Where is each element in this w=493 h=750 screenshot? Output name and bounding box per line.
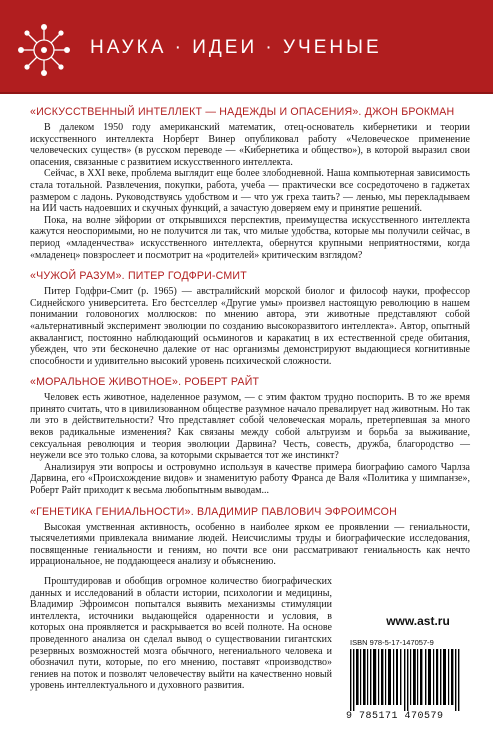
publisher-info [338,614,478,722]
paragraph: Высокая умственная активность, особенно в наиболее ярком ее проявлении — гениальности, тысячелетиями привлекала внимание людей. Неисчислимы труды и биографические исследования, посвященные гениальности и гениям, но почти все они рассматривают гениальность как нечто иррациональное, не поддающееся анализу и объяснению. [30,521,470,568]
atom-network-logo-icon [16,22,72,78]
barcode-digits: 9 785171 470579 [346,711,444,722]
back-cover-text [30,106,470,692]
section-title: «ИСКУССТВЕННЫЙ ИНТЕЛЛЕКТ — НАДЕЖДЫ И ОПАСЕНИЯ». ДЖОН БРОКМАН [30,106,455,118]
paragraph: Анализируя эти вопросы и островумно используя в качестве примера биографию самого Чарлза Дарвина, его «Происхождение видов» и знаменитую работу Франса де Валя «Политика у шимпанзе», Роберт Райт приходит к весьма любопытным выводам... [30,461,470,497]
paragraph: Сейчас, в XXI веке, проблема выглядит еще более злободневной. Наша компьютерная зависимость стала тотальной. Развлечения, покупки, работа, учеба — практически все сосредоточено в гаджетах размером с ладонь. Руководствуясь удобством и — что уж греха таить? — ленью, мы перекладываем на ИИ часть надоевших и скучных функций, а зачастую доверяем ему и принятие решений. [30,168,470,215]
isbn-label: ISBN 978-5-17-147057-9 [350,638,434,647]
section-title: «МОРАЛЬНОЕ ЖИВОТНОЕ». РОБЕРТ РАЙТ [30,376,260,389]
series-title: НАУКА · ИДЕИ · УЧЕНЫЕ [90,37,382,58]
publisher-website: www.ast.ru [386,614,450,628]
paragraph: Питер Годфри-Смит (р. 1965) — австралийский морской биолог и философ науки, профессор Сиднейского университета. Его бестселлер «Другие умы» произвел настоящую революцию в нашем понимании головоногих моллюсков: по мнению автора, эти животные представляют собой «альтернативный эксперимент эволюции по созданию высокоразвитого интеллекта». Автор, опытный аквалангист, постоянно наблюдающий осьминогов и каракатиц в их естественной среде обитания, убежден, что эти бесконечно далекие от нас организмы демонстрируют выдающиеся когнитивные способности и удивительно высокий уровень психической сложности. [30,286,470,367]
paragraph: Пока, на волне эйфории от открывшихся перспектив, преимущества искусственного интеллекта кажутся неоспоримыми, но не получится ли так, что милые удобства, которые мы получили сейчас, в период «младенчества» искусственного интеллекта, обернутся крупными неприятностями, когда «младенец» повзрослеет и посмотрит на «родителей» критическим взглядом? [30,214,470,261]
series-banner [0,0,493,98]
banner-divider [0,92,493,94]
section-brockman [30,106,470,261]
paragraph: В далеком 1950 году американский математик, отец-основатель кибернетики и теории искусственного интеллекта Норберт Винер опубликовал работу «Человеческое применение человеческих существ» (в русском переводе — «Кибернетика и общество»), в которой выразил свои опасения, связанные с развитием искусственного интеллекта. [30,122,470,168]
section-title: «ГЕНЕТИКА ГЕНИАЛЬНОСТИ». ВЛАДИМИР ПАВЛОВИЧ ЭФРОИМСОН [30,505,397,518]
section-wright [30,376,470,496]
paragraph: Человек есть животное, наделенное разумом, — с этим фактом трудно поспорить. В то же время принято считать, что в цивилизованном обществе разумное начало превалирует над животным. Но так ли это в действительности? Что представляет собой человеческая мораль, претерпевшая за много веков радикальные изменения? Как связаны между собой альтруизм и борьба за выживание, сексуальная революция и теория эволюции Дарвина? Честь, совесть, дружба, благородство — неужели все это только слова, за которыми скрывается тот же инстинкт? [30,392,470,462]
section-title: «ЧУЖОЙ РАЗУМ». ПИТЕР ГОДФРИ-СМИТ [30,270,247,283]
barcode-icon [348,649,466,711]
paragraph: Проштудировав и обобщив огромное количество биографических данных и исследований в области истории, психологии и медицины, Владимир Эфроимсон попытался выявить механизмы стимуляции интеллекта, источники выдающейся одаренности и условия, в которых она проявляется и раскрывается во всей полноте. На основе проведенного анализа он сделал вывод о существовании гигантских резервных возможностей мозга обычного, негениального человека и обозначил пути, которые, по его мнению, поставят «производство» гениев на поток и позволят человечеству выйти на качественно новый уровень интеллектуального и духовного развития. [30,576,332,692]
section-godfrey-smith [30,270,470,367]
